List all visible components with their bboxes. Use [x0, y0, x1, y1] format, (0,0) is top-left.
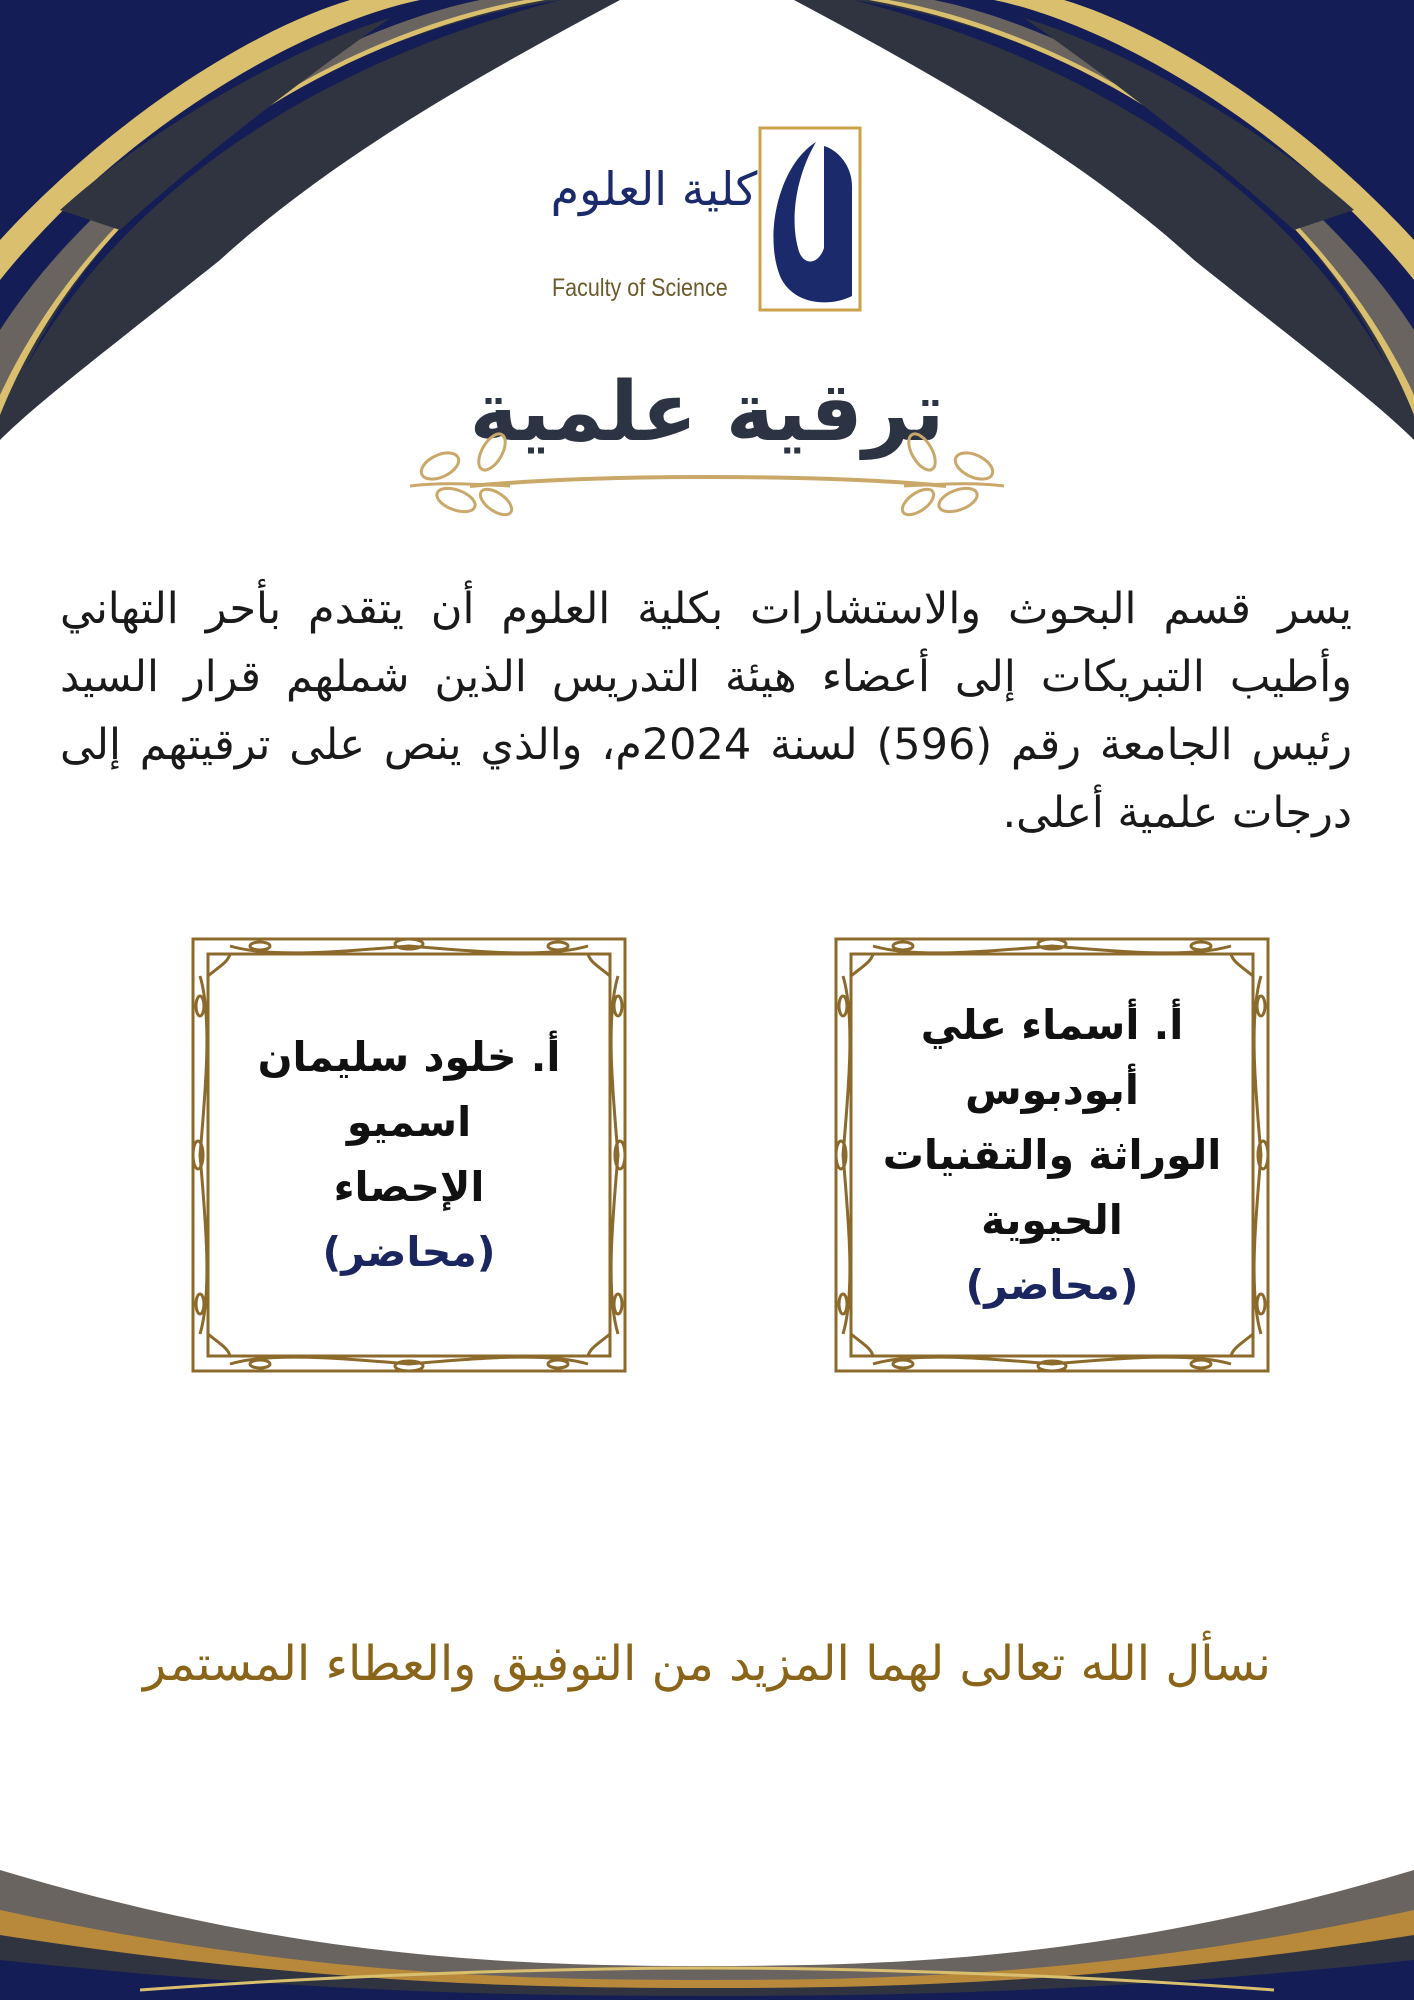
- closing-prayer: نسأل الله تعالى لهما المزيد من التوفيق والعطاء المستمر: [142, 1636, 1272, 1692]
- faculty-logo: [546, 126, 866, 312]
- logo-english-name: Faculty of Science: [552, 274, 728, 302]
- promotee-department-continued: الحيوية: [981, 1195, 1123, 1244]
- promotee-name-continued: اسميو: [346, 1098, 472, 1146]
- promotee-department: الإحصاء: [333, 1163, 485, 1211]
- promotee-name: أ. خلود سليمان: [257, 1033, 561, 1081]
- promotee-card: [190, 936, 628, 1374]
- promotee-rank: (محاضر): [322, 1228, 496, 1276]
- promotee-name-continued: أبودبوس: [965, 1065, 1139, 1114]
- logo-arabic-name: كلية العلوم: [550, 162, 758, 216]
- promotee-card: [833, 936, 1271, 1374]
- laurel-ornament-icon: [400, 430, 1014, 518]
- logo-emblem-icon: [758, 126, 862, 312]
- promotee-department: الوراثة والتقنيات: [882, 1130, 1222, 1179]
- page-title: ترقية علمية: [469, 365, 945, 460]
- congratulations-paragraph: يسر قسم البحوث والاستشارات بكلية العلوم أن يتقدم بأحر التهاني وأطيب التبريكات إلى أعضاء هيئة التدريس الذين شملهم قرار السيد رئيس الجامعة رقم (596) لسنة 2024م، والذي ينص على ترقيتهم إلى درجات علمية أعلى.: [60, 584, 1352, 838]
- promotee-rank: (محاضر): [965, 1260, 1139, 1309]
- promotee-name: أ. أسماء علي: [920, 1000, 1184, 1049]
